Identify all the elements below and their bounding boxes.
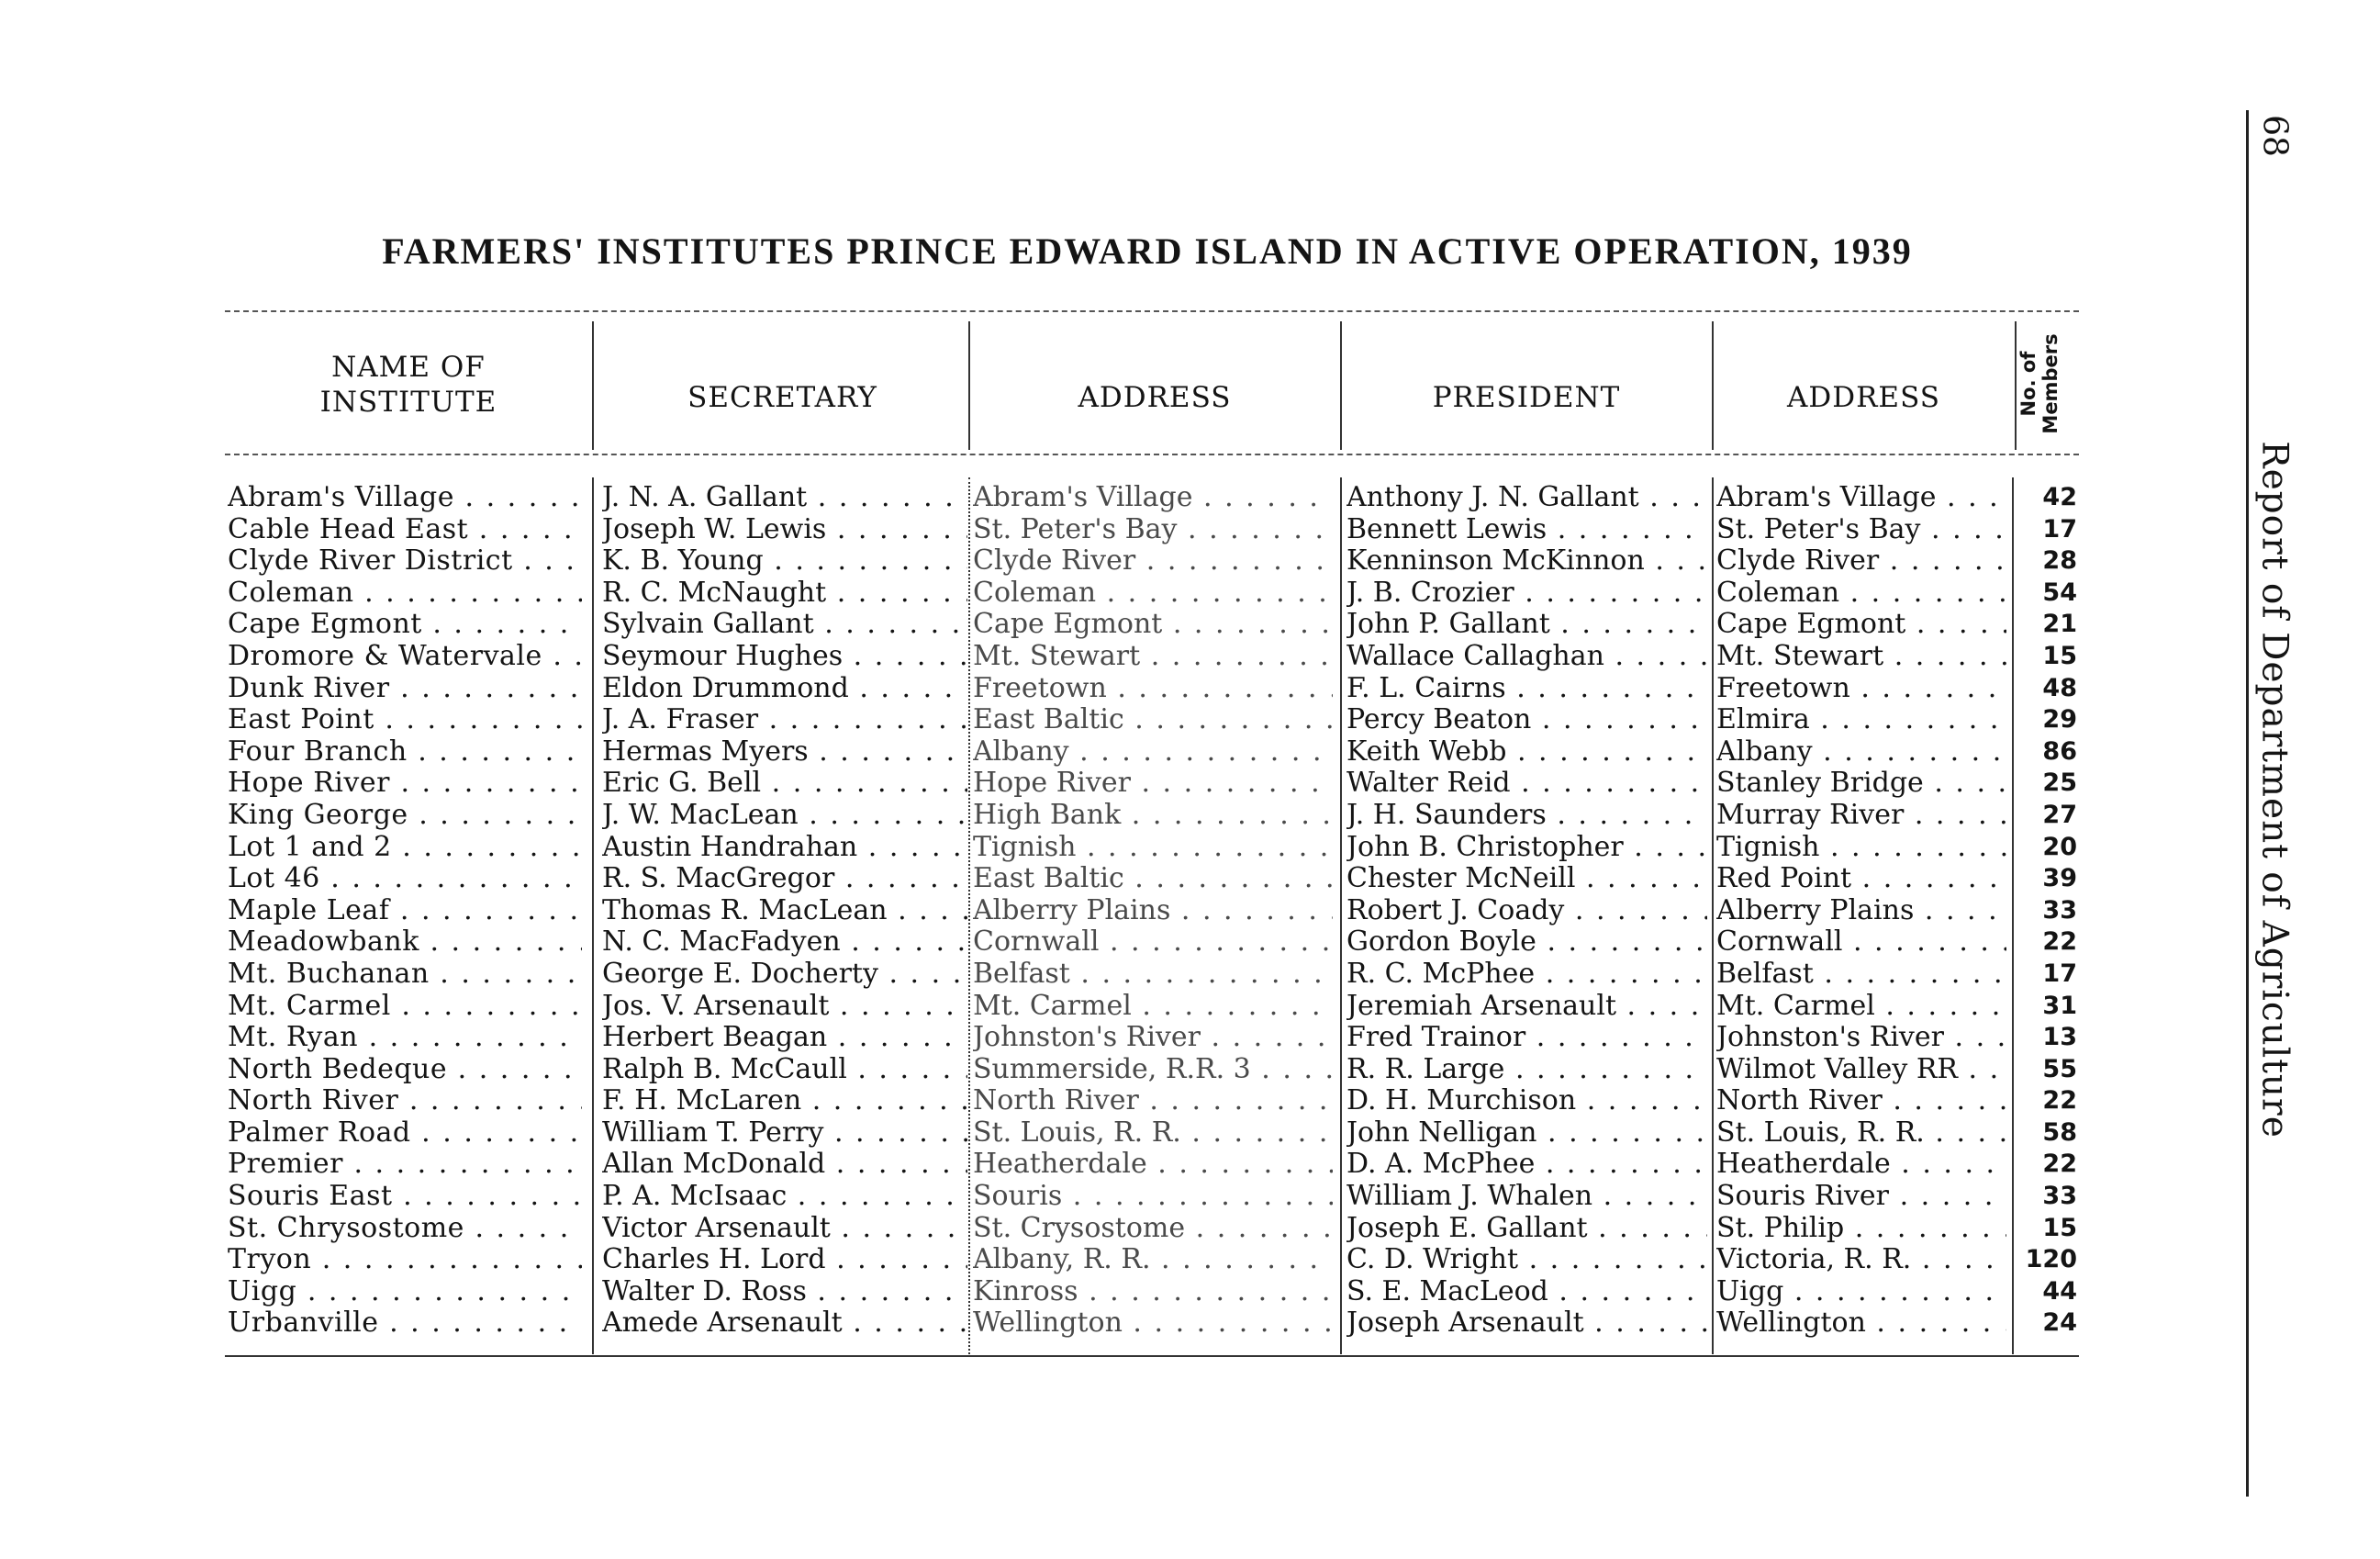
members-cell: 20 (2042, 832, 2077, 861)
president-address-cell: Stanley Bridge . . . (1716, 768, 2006, 800)
secretary-address-cell: North River . . . (973, 1085, 1333, 1117)
margin-rule (2246, 110, 2249, 1497)
institute-name-cell: North Bedeque . . . (228, 1054, 582, 1086)
secretary-address-cell: Hope River . . . (973, 768, 1333, 800)
table-row (0, 832, 2380, 864)
header-secretary: SECRETARY (687, 381, 877, 415)
president-cell: John P. Gallant . . . (1346, 609, 1707, 641)
institute-name-cell: Cable Head East . . . (228, 514, 582, 546)
table-title: FARMERS' INSTITUTES PRINCE EDWARD ISLAND IN ACTIVE OPERATION, 1939 (382, 230, 1913, 272)
secretary-cell: J. N. A. Gallant . . . (602, 482, 967, 514)
institute-name-cell: Dromore & Watervale . . . (228, 641, 582, 673)
secretary-address-cell: Coleman . . . (973, 578, 1333, 610)
institute-name-cell: Tryon . . . (228, 1244, 582, 1276)
president-cell: Walter Reid . . . (1346, 768, 1707, 800)
secretary-cell: Seymour Hughes . . . (602, 641, 967, 673)
president-cell: Bennett Lewis . . . (1346, 514, 1707, 546)
institute-name-cell: Lot 46 . . . (228, 863, 582, 895)
president-cell: Chester McNeill . . . (1346, 863, 1707, 895)
header-bottom-rule (225, 454, 2079, 455)
president-address-cell: Uigg . . . (1716, 1276, 2006, 1308)
president-cell: John B. Christopher . . . (1346, 832, 1707, 864)
members-cell: 15 (2042, 641, 2077, 670)
secretary-address-cell: Mt. Stewart . . . (973, 641, 1333, 673)
header-number-of-members: No. of Members (2017, 333, 2062, 434)
institute-name-cell: Abram's Village . . . (228, 482, 582, 514)
president-address-cell: North River . . . (1716, 1085, 2006, 1117)
secretary-cell: F. H. McLaren . . . (602, 1085, 967, 1117)
secretary-cell: R. S. MacGregor . . . (602, 863, 967, 895)
secretary-address-cell: Johnston's River . . . (973, 1022, 1333, 1054)
secretary-address-cell: Belfast . . . (973, 959, 1333, 991)
members-cell: 42 (2042, 483, 2077, 511)
institute-name-cell: Mt. Buchanan . . . (228, 959, 582, 991)
table-row (0, 1213, 2380, 1245)
secretary-cell: Victor Arsenault . . . (602, 1213, 967, 1245)
secretary-cell: P. A. McIsaac . . . (602, 1181, 967, 1213)
secretary-address-cell: Tignish . . . (973, 832, 1333, 864)
president-cell: Kenninson McKinnon . . . (1346, 545, 1707, 578)
members-cell: 58 (2042, 1117, 2077, 1147)
president-cell: Wallace Callaghan . . . (1346, 641, 1707, 673)
institute-name-cell: North River . . . (228, 1085, 582, 1117)
secretary-cell: Charles H. Lord . . . (602, 1244, 967, 1276)
president-address-cell: Alberry Plains . . . (1716, 895, 2006, 927)
members-cell: 31 (2042, 991, 2077, 1020)
president-address-cell: St. Peter's Bay . . . (1716, 514, 2006, 546)
table-bottom-rule (225, 1355, 2079, 1357)
president-address-cell: Freetown . . . (1716, 673, 2006, 705)
column-divider (1340, 321, 1342, 450)
secretary-cell: Thomas R. MacLean . . . (602, 895, 967, 927)
president-cell: J. H. Saunders . . . (1346, 800, 1707, 832)
president-cell: D. A. McPhee . . . (1346, 1149, 1707, 1181)
members-cell: 44 (2042, 1276, 2077, 1306)
institute-name-cell: Coleman . . . (228, 578, 582, 610)
table-row (0, 641, 2380, 673)
members-cell: 17 (2042, 514, 2077, 544)
president-address-cell: St. Louis, R. R. . . . (1716, 1117, 2006, 1150)
institute-name-cell: King George . . . (228, 800, 582, 832)
institute-name-cell: Maple Leaf . . . (228, 895, 582, 927)
president-cell: S. E. MacLeod . . . (1346, 1276, 1707, 1308)
header-name-of-institute: NAME OF INSTITUTE (319, 351, 497, 419)
members-cell: 120 (2025, 1245, 2077, 1274)
institute-name-cell: Souris East . . . (228, 1181, 582, 1213)
members-cell: 54 (2042, 578, 2077, 607)
table-row (0, 514, 2380, 546)
president-cell: Jeremiah Arsenault . . . (1346, 991, 1707, 1023)
secretary-address-cell: Clyde River . . . (973, 545, 1333, 578)
institute-name-cell: Uigg . . . (228, 1276, 582, 1308)
table-row (0, 1244, 2380, 1276)
secretary-cell: Walter D. Ross . . . (602, 1276, 967, 1308)
secretary-cell: K. B. Young . . . (602, 545, 967, 578)
president-cell: Keith Webb . . . (1346, 736, 1707, 768)
secretary-address-cell: East Baltic . . . (973, 863, 1333, 895)
table-top-rule (225, 310, 2079, 312)
members-cell: 22 (2042, 1086, 2077, 1116)
secretary-address-cell: Albany . . . (973, 736, 1333, 768)
members-cell: 17 (2042, 959, 2077, 988)
members-cell: 86 (2042, 736, 2077, 766)
members-cell: 15 (2042, 1213, 2077, 1242)
members-cell: 22 (2042, 1150, 2077, 1179)
secretary-cell: Allan McDonald . . . (602, 1149, 967, 1181)
president-address-cell: Mt. Carmel . . . (1716, 991, 2006, 1023)
column-divider (592, 321, 594, 450)
secretary-cell: Sylvain Gallant . . . (602, 609, 967, 641)
president-address-cell: Wellington . . . (1716, 1307, 2006, 1340)
secretary-address-cell: Mt. Carmel . . . (973, 991, 1333, 1023)
table-row (0, 768, 2380, 800)
table-row (0, 1054, 2380, 1086)
secretary-address-cell: Abram's Village . . . (973, 482, 1333, 514)
institute-name-cell: Clyde River District . . . (228, 545, 582, 578)
column-divider (1712, 321, 1714, 450)
secretary-address-cell: St. Peter's Bay . . . (973, 514, 1333, 546)
members-cell: 39 (2042, 864, 2077, 893)
table-row (0, 704, 2380, 736)
table-row (0, 1022, 2380, 1054)
members-cell: 33 (2042, 895, 2077, 925)
president-address-cell: Wilmot Valley RR . . . (1716, 1054, 2006, 1086)
secretary-cell: Eric G. Bell . . . (602, 768, 967, 800)
president-cell: William J. Whalen . . . (1346, 1181, 1707, 1213)
secretary-address-cell: Freetown . . . (973, 673, 1333, 705)
table-row (0, 673, 2380, 705)
institute-name-cell: Hope River . . . (228, 768, 582, 800)
table-row (0, 578, 2380, 610)
members-cell: 21 (2042, 610, 2077, 639)
secretary-cell: R. C. McNaught . . . (602, 578, 967, 610)
institute-name-cell: St. Chrysostome . . . (228, 1213, 582, 1245)
secretary-address-cell: East Baltic . . . (973, 704, 1333, 736)
table-row (0, 1307, 2380, 1340)
secretary-cell: Eldon Drummond . . . (602, 673, 967, 705)
president-address-cell: Albany . . . (1716, 736, 2006, 768)
members-cell: 33 (2042, 1182, 2077, 1211)
table-row (0, 1149, 2380, 1181)
president-address-cell: St. Philip . . . (1716, 1213, 2006, 1245)
secretary-address-cell: Summerside, R.R. 3 . . . (973, 1054, 1333, 1086)
header-president: PRESIDENT (1432, 381, 1621, 415)
column-divider (2015, 321, 2017, 450)
president-cell: Robert J. Coady . . . (1346, 895, 1707, 927)
table-row (0, 482, 2380, 514)
table-row (0, 863, 2380, 895)
secretary-cell: N. C. MacFadyen . . . (602, 926, 967, 959)
president-address-cell: Victoria, R. R. . . . (1716, 1244, 2006, 1276)
column-divider (968, 321, 970, 450)
secretary-cell: Amede Arsenault . . . (602, 1307, 967, 1340)
running-head: Report of Department of Agriculture (2253, 441, 2296, 1138)
president-cell: Joseph Arsenault . . . (1346, 1307, 1707, 1340)
header-secretary-address: ADDRESS (1078, 381, 1232, 415)
president-cell: John Nelligan . . . (1346, 1117, 1707, 1150)
table-row (0, 1085, 2380, 1117)
president-cell: C. D. Wright . . . (1346, 1244, 1707, 1276)
president-address-cell: Mt. Stewart . . . (1716, 641, 2006, 673)
president-cell: R. C. McPhee . . . (1346, 959, 1707, 991)
members-cell: 22 (2042, 927, 2077, 957)
institute-name-cell: Urbanville . . . (228, 1307, 582, 1340)
institute-name-cell: Premier . . . (228, 1149, 582, 1181)
secretary-address-cell: St. Louis, R. R. . . . (973, 1117, 1333, 1150)
members-cell: 13 (2042, 1023, 2077, 1052)
institute-name-cell: Meadowbank . . . (228, 926, 582, 959)
secretary-cell: Herbert Beagan . . . (602, 1022, 967, 1054)
president-address-cell: Elmira . . . (1716, 704, 2006, 736)
secretary-cell: Ralph B. McCaull . . . (602, 1054, 967, 1086)
secretary-cell: J. A. Fraser . . . (602, 704, 967, 736)
president-cell: R. R. Large . . . (1346, 1054, 1707, 1086)
president-cell: Anthony J. N. Gallant . . . (1346, 482, 1707, 514)
table-row (0, 736, 2380, 768)
secretary-address-cell: Alberry Plains . . . (973, 895, 1333, 927)
president-address-cell: Murray River . . . (1716, 800, 2006, 832)
secretary-address-cell: Wellington . . . (973, 1307, 1333, 1340)
secretary-cell: Austin Handrahan . . . (602, 832, 967, 864)
president-address-cell: Red Point . . . (1716, 863, 2006, 895)
table-row (0, 1117, 2380, 1150)
institute-name-cell: Palmer Road . . . (228, 1117, 582, 1150)
members-cell: 28 (2042, 546, 2077, 576)
president-address-cell: Clyde River . . . (1716, 545, 2006, 578)
secretary-cell: George E. Docherty . . . (602, 959, 967, 991)
secretary-cell: Hermas Myers . . . (602, 736, 967, 768)
president-cell: D. H. Murchison . . . (1346, 1085, 1707, 1117)
president-cell: J. B. Crozier . . . (1346, 578, 1707, 610)
institute-name-cell: Mt. Carmel . . . (228, 991, 582, 1023)
table-body (0, 482, 2380, 1340)
secretary-address-cell: Kinross . . . (973, 1276, 1333, 1308)
secretary-address-cell: Cornwall . . . (973, 926, 1333, 959)
table-row (0, 800, 2380, 832)
president-cell: Percy Beaton . . . (1346, 704, 1707, 736)
members-cell: 48 (2042, 673, 2077, 702)
secretary-cell: Joseph W. Lewis . . . (602, 514, 967, 546)
president-address-cell: Cornwall . . . (1716, 926, 2006, 959)
president-address-cell: Coleman . . . (1716, 578, 2006, 610)
institute-name-cell: Dunk River . . . (228, 673, 582, 705)
institute-name-cell: Mt. Ryan . . . (228, 1022, 582, 1054)
table-row (0, 545, 2380, 578)
table-row (0, 959, 2380, 991)
members-cell: 55 (2042, 1054, 2077, 1083)
secretary-address-cell: St. Crysostome . . . (973, 1213, 1333, 1245)
members-cell: 29 (2042, 705, 2077, 735)
table-row (0, 895, 2380, 927)
president-address-cell: Belfast . . . (1716, 959, 2006, 991)
table-row (0, 926, 2380, 959)
president-address-cell: Souris River . . . (1716, 1181, 2006, 1213)
members-cell: 27 (2042, 800, 2077, 829)
table-row (0, 991, 2380, 1023)
president-cell: Joseph E. Gallant . . . (1346, 1213, 1707, 1245)
institute-name-cell: Lot 1 and 2 . . . (228, 832, 582, 864)
header-president-address: ADDRESS (1787, 381, 1940, 415)
members-cell: 24 (2042, 1308, 2077, 1338)
president-address-cell: Cape Egmont . . . (1716, 609, 2006, 641)
president-cell: Fred Trainor . . . (1346, 1022, 1707, 1054)
table-row (0, 1276, 2380, 1308)
members-cell: 25 (2042, 768, 2077, 798)
institute-name-cell: Cape Egmont . . . (228, 609, 582, 641)
president-address-cell: Abram's Village . . . (1716, 482, 2006, 514)
secretary-address-cell: High Bank . . . (973, 800, 1333, 832)
table-row (0, 609, 2380, 641)
secretary-cell: Jos. V. Arsenault . . . (602, 991, 967, 1023)
institute-name-cell: Four Branch . . . (228, 736, 582, 768)
secretary-cell: J. W. MacLean . . . (602, 800, 967, 832)
page-number: 68 (2255, 115, 2294, 157)
institute-name-cell: East Point . . . (228, 704, 582, 736)
president-cell: F. L. Cairns . . . (1346, 673, 1707, 705)
president-address-cell: Heatherdale . . . (1716, 1149, 2006, 1181)
secretary-cell: William T. Perry . . . (602, 1117, 967, 1150)
table-row (0, 1181, 2380, 1213)
secretary-address-cell: Souris . . . (973, 1181, 1333, 1213)
secretary-address-cell: Albany, R. R. . . . (973, 1244, 1333, 1276)
president-address-cell: Tignish . . . (1716, 832, 2006, 864)
president-address-cell: Johnston's River . . . (1716, 1022, 2006, 1054)
president-cell: Gordon Boyle . . . (1346, 926, 1707, 959)
secretary-address-cell: Heatherdale . . . (973, 1149, 1333, 1181)
secretary-address-cell: Cape Egmont . . . (973, 609, 1333, 641)
